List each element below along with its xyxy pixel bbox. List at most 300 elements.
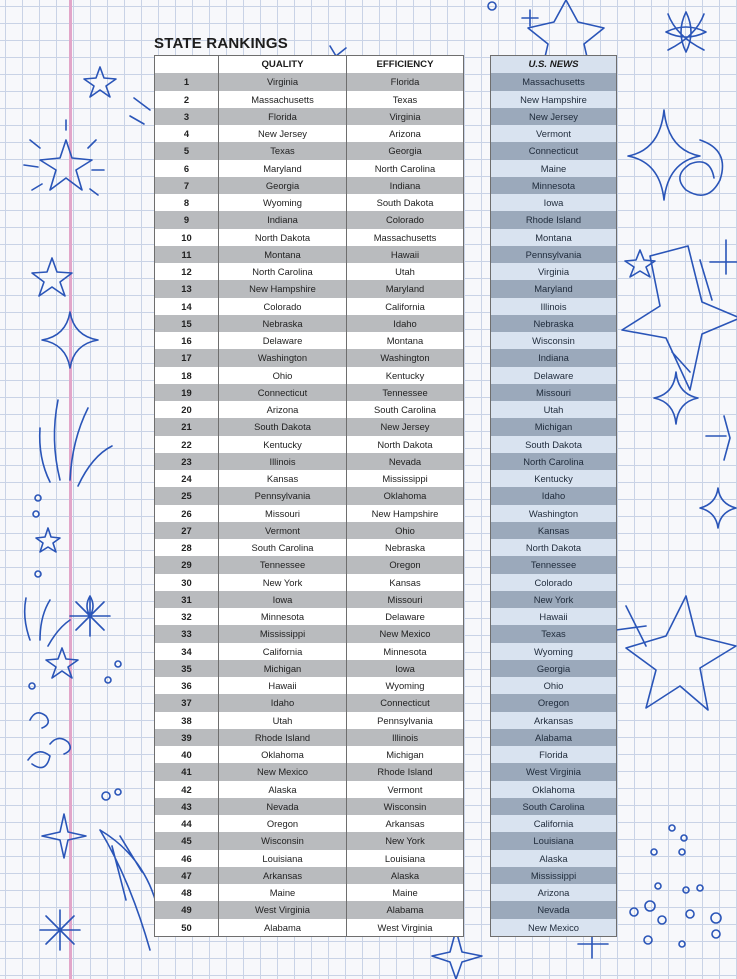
big-star-doodle-icon bbox=[622, 246, 737, 390]
efficiency-cell: New Hampshire bbox=[347, 505, 464, 522]
efficiency-cell: Rhode Island bbox=[347, 763, 464, 780]
table-row bbox=[155, 901, 464, 918]
table-row bbox=[155, 815, 464, 832]
rank-cell: 6 bbox=[155, 160, 219, 177]
table-row bbox=[155, 160, 464, 177]
rank-cell: 50 bbox=[155, 919, 219, 937]
flower-doodle-icon bbox=[666, 12, 706, 52]
table-row bbox=[491, 142, 617, 159]
table-row bbox=[491, 901, 617, 918]
page-title: STATE RANKINGS bbox=[154, 35, 288, 52]
table-row bbox=[155, 487, 464, 504]
us-news-cell: Kansas bbox=[491, 522, 617, 539]
table-row bbox=[491, 108, 617, 125]
rank-cell: 31 bbox=[155, 591, 219, 608]
table-row bbox=[491, 315, 617, 332]
us-news-cell: Montana bbox=[491, 229, 617, 246]
sparkle-doodle-icon bbox=[40, 910, 80, 950]
quality-cell: New Jersey bbox=[219, 125, 347, 142]
rank-cell: 27 bbox=[155, 522, 219, 539]
quality-cell: Texas bbox=[219, 142, 347, 159]
rank-cell: 20 bbox=[155, 401, 219, 418]
rank-cell: 48 bbox=[155, 884, 219, 901]
sparkle-doodle-icon bbox=[42, 312, 98, 368]
efficiency-column-header: EFFICIENCY bbox=[347, 56, 464, 74]
us-news-cell: California bbox=[491, 815, 617, 832]
quality-cell: New York bbox=[219, 574, 347, 591]
quality-cell: Virginia bbox=[219, 73, 347, 90]
efficiency-cell: Michigan bbox=[347, 746, 464, 763]
us-news-cell: Iowa bbox=[491, 194, 617, 211]
efficiency-cell: Massachusetts bbox=[347, 229, 464, 246]
us-news-cell: Arkansas bbox=[491, 712, 617, 729]
table-row bbox=[155, 177, 464, 194]
efficiency-cell: New York bbox=[347, 832, 464, 849]
table-row bbox=[155, 850, 464, 867]
star-doodle-icon bbox=[84, 67, 116, 97]
efficiency-cell: Maryland bbox=[347, 280, 464, 297]
quality-cell: Arizona bbox=[219, 401, 347, 418]
rank-cell: 15 bbox=[155, 315, 219, 332]
us-news-cell: Oklahoma bbox=[491, 781, 617, 798]
table-row bbox=[155, 729, 464, 746]
table-row bbox=[155, 142, 464, 159]
rank-cell: 19 bbox=[155, 384, 219, 401]
quality-cell: North Dakota bbox=[219, 229, 347, 246]
efficiency-cell: Iowa bbox=[347, 660, 464, 677]
table-row bbox=[491, 643, 617, 660]
sparkle-doodle-icon bbox=[522, 10, 538, 26]
rank-cell: 18 bbox=[155, 367, 219, 384]
table-row bbox=[155, 694, 464, 711]
quality-cell: Illinois bbox=[219, 453, 347, 470]
us-news-cell: Alabama bbox=[491, 729, 617, 746]
quality-cell: Florida bbox=[219, 108, 347, 125]
us-news-cell: Missouri bbox=[491, 384, 617, 401]
rank-cell: 34 bbox=[155, 643, 219, 660]
rank-cell: 49 bbox=[155, 901, 219, 918]
efficiency-cell: Missouri bbox=[347, 591, 464, 608]
quality-cell: Iowa bbox=[219, 591, 347, 608]
table-row bbox=[491, 298, 617, 315]
table-row bbox=[491, 660, 617, 677]
rank-cell: 40 bbox=[155, 746, 219, 763]
rank-cell: 21 bbox=[155, 418, 219, 435]
us-news-cell: Pennsylvania bbox=[491, 246, 617, 263]
quality-cell: Nevada bbox=[219, 798, 347, 815]
efficiency-cell: Kentucky bbox=[347, 367, 464, 384]
efficiency-cell: South Dakota bbox=[347, 194, 464, 211]
table-row bbox=[155, 73, 464, 90]
table-row bbox=[155, 867, 464, 884]
table-row bbox=[491, 677, 617, 694]
table-row bbox=[155, 522, 464, 539]
table-row bbox=[491, 384, 617, 401]
rank-cell: 46 bbox=[155, 850, 219, 867]
us-news-cell: Wyoming bbox=[491, 643, 617, 660]
rank-cell: 12 bbox=[155, 263, 219, 280]
efficiency-cell: Ohio bbox=[347, 522, 464, 539]
rank-cell: 4 bbox=[155, 125, 219, 142]
quality-cell: Indiana bbox=[219, 211, 347, 228]
table-row bbox=[491, 832, 617, 849]
quality-cell: South Carolina bbox=[219, 539, 347, 556]
table-row bbox=[491, 712, 617, 729]
quality-cell: Tennessee bbox=[219, 556, 347, 573]
rank-cell: 24 bbox=[155, 470, 219, 487]
rank-cell: 47 bbox=[155, 867, 219, 884]
table-row bbox=[491, 332, 617, 349]
quality-cell: Massachusetts bbox=[219, 91, 347, 108]
table-row bbox=[491, 781, 617, 798]
table-row bbox=[491, 574, 617, 591]
table-row bbox=[491, 418, 617, 435]
table-row bbox=[491, 453, 617, 470]
rank-cell: 10 bbox=[155, 229, 219, 246]
table-row bbox=[155, 832, 464, 849]
quality-cell: Arkansas bbox=[219, 867, 347, 884]
table-row bbox=[155, 470, 464, 487]
us-news-cell: Texas bbox=[491, 625, 617, 642]
quality-cell: Nebraska bbox=[219, 315, 347, 332]
grass-doodle-icon bbox=[25, 598, 70, 646]
quality-cell: New Mexico bbox=[219, 763, 347, 780]
efficiency-cell: Idaho bbox=[347, 315, 464, 332]
us-news-cell: Nevada bbox=[491, 901, 617, 918]
us-news-cell: Tennessee bbox=[491, 556, 617, 573]
rank-cell: 1 bbox=[155, 73, 219, 90]
efficiency-cell: South Carolina bbox=[347, 401, 464, 418]
efficiency-cell: Illinois bbox=[347, 729, 464, 746]
table-row bbox=[155, 263, 464, 280]
efficiency-cell: Pennsylvania bbox=[347, 712, 464, 729]
rank-cell: 29 bbox=[155, 556, 219, 573]
quality-cell: Mississippi bbox=[219, 625, 347, 642]
rank-cell: 45 bbox=[155, 832, 219, 849]
efficiency-cell: Arkansas bbox=[347, 815, 464, 832]
us-news-cell: North Carolina bbox=[491, 453, 617, 470]
table-row bbox=[155, 539, 464, 556]
us-news-cell: Louisiana bbox=[491, 832, 617, 849]
quality-cell: Louisiana bbox=[219, 850, 347, 867]
efficiency-cell: Georgia bbox=[347, 142, 464, 159]
table-row bbox=[491, 505, 617, 522]
rank-cell: 38 bbox=[155, 712, 219, 729]
us-news-cell: North Dakota bbox=[491, 539, 617, 556]
efficiency-cell: North Dakota bbox=[347, 436, 464, 453]
us-news-cell: Minnesota bbox=[491, 177, 617, 194]
efficiency-cell: California bbox=[347, 298, 464, 315]
table-row bbox=[155, 781, 464, 798]
us-news-cell: Maryland bbox=[491, 280, 617, 297]
table-row bbox=[155, 591, 464, 608]
table-row bbox=[491, 194, 617, 211]
us-news-cell: Arizona bbox=[491, 884, 617, 901]
table-row bbox=[491, 401, 617, 418]
rank-cell: 23 bbox=[155, 453, 219, 470]
table-row bbox=[155, 643, 464, 660]
table-row bbox=[155, 125, 464, 142]
efficiency-cell: Colorado bbox=[347, 211, 464, 228]
quality-column-header: QUALITY bbox=[219, 56, 347, 74]
sparkle-doodle-icon bbox=[616, 606, 646, 646]
efficiency-cell: Utah bbox=[347, 263, 464, 280]
table-row bbox=[155, 884, 464, 901]
table-row bbox=[155, 453, 464, 470]
swirl-doodle-icon bbox=[28, 713, 70, 768]
quality-cell: West Virginia bbox=[219, 901, 347, 918]
quality-cell: Hawaii bbox=[219, 677, 347, 694]
star-doodle-icon bbox=[46, 648, 78, 678]
table-row bbox=[155, 763, 464, 780]
table-row bbox=[491, 246, 617, 263]
table-row bbox=[155, 608, 464, 625]
quality-cell: South Dakota bbox=[219, 418, 347, 435]
table-row bbox=[491, 556, 617, 573]
table-row bbox=[155, 625, 464, 642]
us-news-cell: New Hampshire bbox=[491, 91, 617, 108]
quality-cell: Missouri bbox=[219, 505, 347, 522]
quality-cell: Minnesota bbox=[219, 608, 347, 625]
us-news-cell: Illinois bbox=[491, 298, 617, 315]
us-news-cell: Nebraska bbox=[491, 315, 617, 332]
us-news-cell: South Carolina bbox=[491, 798, 617, 815]
rank-cell: 26 bbox=[155, 505, 219, 522]
table-row bbox=[155, 91, 464, 108]
table-row bbox=[491, 815, 617, 832]
quality-cell: Pennsylvania bbox=[219, 487, 347, 504]
efficiency-cell: Kansas bbox=[347, 574, 464, 591]
table-row bbox=[491, 280, 617, 297]
table-row bbox=[491, 436, 617, 453]
table-row bbox=[491, 763, 617, 780]
table-row bbox=[491, 470, 617, 487]
star-doodle-icon bbox=[625, 250, 655, 277]
table-row bbox=[155, 298, 464, 315]
rank-cell: 16 bbox=[155, 332, 219, 349]
efficiency-cell: Maine bbox=[347, 884, 464, 901]
quality-cell: California bbox=[219, 643, 347, 660]
rank-cell: 8 bbox=[155, 194, 219, 211]
rank-cell: 39 bbox=[155, 729, 219, 746]
sparkle-doodle-icon bbox=[628, 110, 700, 200]
table-row bbox=[155, 108, 464, 125]
sparkle-doodle-icon bbox=[700, 488, 736, 528]
rank-cell: 42 bbox=[155, 781, 219, 798]
efficiency-cell: Minnesota bbox=[347, 643, 464, 660]
star-doodle-icon bbox=[36, 528, 60, 552]
rank-cell: 13 bbox=[155, 280, 219, 297]
table-row bbox=[155, 315, 464, 332]
table-row bbox=[155, 798, 464, 815]
table-row bbox=[491, 263, 617, 280]
quality-cell: North Carolina bbox=[219, 263, 347, 280]
quality-cell: Utah bbox=[219, 712, 347, 729]
efficiency-cell: New Mexico bbox=[347, 625, 464, 642]
table-row bbox=[155, 384, 464, 401]
table-row bbox=[155, 677, 464, 694]
quality-cell: Wisconsin bbox=[219, 832, 347, 849]
table-row bbox=[491, 919, 617, 937]
rank-cell: 32 bbox=[155, 608, 219, 625]
us-news-cell: Maine bbox=[491, 160, 617, 177]
us-news-cell: Mississippi bbox=[491, 867, 617, 884]
rank-cell: 2 bbox=[155, 91, 219, 108]
rank-cell: 30 bbox=[155, 574, 219, 591]
efficiency-cell: Nevada bbox=[347, 453, 464, 470]
us-news-column-header: U.S. NEWS bbox=[491, 56, 617, 74]
efficiency-cell: Wisconsin bbox=[347, 798, 464, 815]
table-row bbox=[155, 367, 464, 384]
us-news-cell: Virginia bbox=[491, 263, 617, 280]
efficiency-cell: Connecticut bbox=[347, 694, 464, 711]
efficiency-cell: New Jersey bbox=[347, 418, 464, 435]
table-row bbox=[491, 160, 617, 177]
us-news-cell: Kentucky bbox=[491, 470, 617, 487]
swirl-doodle-icon bbox=[680, 140, 723, 195]
quality-cell: Alabama bbox=[219, 919, 347, 937]
star-doodle-icon bbox=[32, 258, 72, 296]
rank-cell: 5 bbox=[155, 142, 219, 159]
us-news-cell: Michigan bbox=[491, 418, 617, 435]
efficiency-cell: Delaware bbox=[347, 608, 464, 625]
table-row bbox=[491, 798, 617, 815]
rank-cell: 9 bbox=[155, 211, 219, 228]
flower-doodle-icon bbox=[70, 596, 110, 636]
us-news-cell: West Virginia bbox=[491, 763, 617, 780]
table-row bbox=[155, 712, 464, 729]
quality-cell: Alaska bbox=[219, 781, 347, 798]
us-news-cell: New York bbox=[491, 591, 617, 608]
table-row bbox=[155, 401, 464, 418]
us-news-cell: Massachusetts bbox=[491, 73, 617, 90]
rank-cell: 43 bbox=[155, 798, 219, 815]
us-news-table bbox=[490, 55, 617, 937]
efficiency-cell: Texas bbox=[347, 91, 464, 108]
efficiency-cell: Hawaii bbox=[347, 246, 464, 263]
table-row bbox=[491, 229, 617, 246]
quality-cell: Wyoming bbox=[219, 194, 347, 211]
table-row bbox=[491, 539, 617, 556]
us-news-cell: Connecticut bbox=[491, 142, 617, 159]
table-header-row bbox=[155, 56, 464, 74]
efficiency-cell: Virginia bbox=[347, 108, 464, 125]
us-news-cell: Idaho bbox=[491, 487, 617, 504]
table-row bbox=[155, 211, 464, 228]
rank-cell: 25 bbox=[155, 487, 219, 504]
rank-cell: 11 bbox=[155, 246, 219, 263]
sparkle-doodle-icon bbox=[130, 98, 150, 124]
efficiency-cell: Washington bbox=[347, 349, 464, 366]
us-news-cell: Indiana bbox=[491, 349, 617, 366]
quality-cell: Georgia bbox=[219, 177, 347, 194]
us-news-cell: Wisconsin bbox=[491, 332, 617, 349]
efficiency-cell: Oklahoma bbox=[347, 487, 464, 504]
efficiency-cell: Indiana bbox=[347, 177, 464, 194]
table-row bbox=[491, 746, 617, 763]
rank-cell: 41 bbox=[155, 763, 219, 780]
us-news-cell: Alaska bbox=[491, 850, 617, 867]
us-news-cell: Delaware bbox=[491, 367, 617, 384]
us-news-cell: Colorado bbox=[491, 574, 617, 591]
efficiency-cell: Montana bbox=[347, 332, 464, 349]
table-row bbox=[155, 349, 464, 366]
quality-cell: Kentucky bbox=[219, 436, 347, 453]
star-doodle-icon bbox=[42, 814, 86, 858]
table-row bbox=[491, 625, 617, 642]
rank-cell: 44 bbox=[155, 815, 219, 832]
big-star-doodle-icon bbox=[626, 596, 736, 710]
us-news-cell: Hawaii bbox=[491, 608, 617, 625]
table-row bbox=[155, 660, 464, 677]
quality-cell: Idaho bbox=[219, 694, 347, 711]
us-news-cell: Utah bbox=[491, 401, 617, 418]
rank-cell: 37 bbox=[155, 694, 219, 711]
table-row bbox=[155, 229, 464, 246]
efficiency-cell: Arizona bbox=[347, 125, 464, 142]
table-row bbox=[155, 556, 464, 573]
table-row bbox=[491, 884, 617, 901]
table-row bbox=[491, 125, 617, 142]
rank-cell: 22 bbox=[155, 436, 219, 453]
table-row bbox=[155, 418, 464, 435]
table-row bbox=[491, 608, 617, 625]
quality-cell: Oklahoma bbox=[219, 746, 347, 763]
quality-cell: Ohio bbox=[219, 367, 347, 384]
us-news-cell: Ohio bbox=[491, 677, 617, 694]
quality-cell: Michigan bbox=[219, 660, 347, 677]
rank-cell: 3 bbox=[155, 108, 219, 125]
rank-cell: 7 bbox=[155, 177, 219, 194]
table-row bbox=[155, 574, 464, 591]
efficiency-cell: Mississippi bbox=[347, 470, 464, 487]
quality-cell: Maryland bbox=[219, 160, 347, 177]
quality-cell: Montana bbox=[219, 246, 347, 263]
table-row bbox=[155, 280, 464, 297]
us-news-cell: Georgia bbox=[491, 660, 617, 677]
table-row bbox=[491, 867, 617, 884]
table-row bbox=[491, 91, 617, 108]
sparkle-doodle-icon bbox=[710, 240, 737, 274]
quality-cell: Washington bbox=[219, 349, 347, 366]
table-row bbox=[155, 332, 464, 349]
table-row bbox=[491, 694, 617, 711]
table-row bbox=[155, 746, 464, 763]
star-doodle-icon bbox=[706, 416, 730, 460]
grass-doodle-icon bbox=[40, 400, 112, 486]
quality-cell: Oregon bbox=[219, 815, 347, 832]
efficiency-cell: Wyoming bbox=[347, 677, 464, 694]
us-news-cell: Florida bbox=[491, 746, 617, 763]
us-news-cell: New Jersey bbox=[491, 108, 617, 125]
table-row bbox=[155, 246, 464, 263]
us-news-cell: Rhode Island bbox=[491, 211, 617, 228]
us-news-cell: Washington bbox=[491, 505, 617, 522]
quality-cell: Maine bbox=[219, 884, 347, 901]
table-row bbox=[155, 919, 464, 937]
leaf-doodle-icon bbox=[100, 830, 160, 950]
star-doodle-icon bbox=[432, 930, 482, 979]
table-header-row bbox=[491, 56, 617, 74]
rank-cell: 17 bbox=[155, 349, 219, 366]
us-news-cell: Vermont bbox=[491, 125, 617, 142]
table-row bbox=[155, 436, 464, 453]
rankings-table bbox=[154, 55, 464, 937]
table-row bbox=[491, 729, 617, 746]
table-row bbox=[491, 349, 617, 366]
table-row bbox=[491, 487, 617, 504]
quality-cell: Delaware bbox=[219, 332, 347, 349]
